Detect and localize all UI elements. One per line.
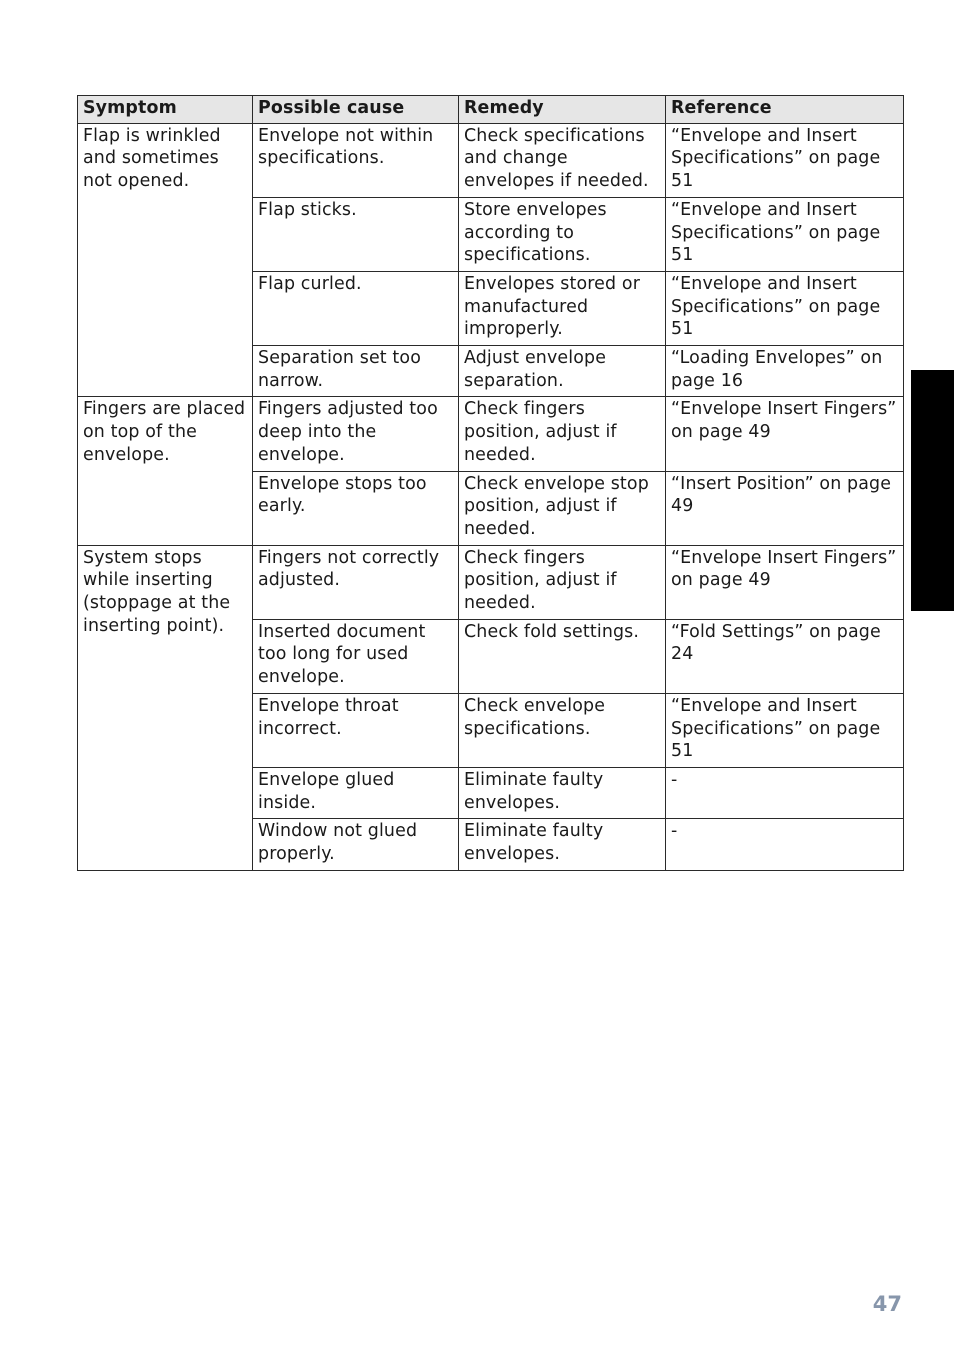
- reference-cell: “Envelope and Insert Specifications” on page 51: [666, 197, 904, 271]
- cause-cell: Separation set too narrow.: [253, 346, 459, 397]
- cause-cell: Fingers not correctly adjusted.: [253, 545, 459, 619]
- reference-cell: “Loading Envelopes” on page 16: [666, 346, 904, 397]
- section-tab-marker: [911, 370, 954, 611]
- table-row: [78, 123, 904, 197]
- cause-cell: Envelope throat incorrect.: [253, 693, 459, 767]
- cause-cell: Flap curled.: [253, 271, 459, 345]
- reference-cell: “Envelope and Insert Specifications” on page 51: [666, 693, 904, 767]
- header-possible-cause: Possible cause: [253, 96, 459, 124]
- cause-cell: Window not glued properly.: [253, 819, 459, 870]
- remedy-cell: Envelopes stored or manufactured improperly.: [459, 271, 666, 345]
- cause-cell: Envelope not within specifications.: [253, 123, 459, 197]
- header-remedy: Remedy: [459, 96, 666, 124]
- cause-cell: Flap sticks.: [253, 197, 459, 271]
- header-symptom: Symptom: [78, 96, 253, 124]
- reference-cell: “Insert Position” on page 49: [666, 471, 904, 545]
- symptom-cell: Flap is wrinkled and sometimes not opened.: [78, 123, 253, 397]
- remedy-cell: Check fold settings.: [459, 619, 666, 693]
- symptom-cell: System stops while inserting (stoppage at the inserting point).: [78, 545, 253, 870]
- remedy-cell: Check fingers position, adjust if needed.: [459, 397, 666, 471]
- remedy-cell: Check fingers position, adjust if needed.: [459, 545, 666, 619]
- cause-cell: Envelope stops too early.: [253, 471, 459, 545]
- reference-cell: -: [666, 767, 904, 818]
- troubleshooting-table: [77, 95, 904, 871]
- table-header-row: [78, 96, 904, 124]
- remedy-cell: Check envelope stop position, adjust if needed.: [459, 471, 666, 545]
- reference-cell: “Envelope and Insert Specifications” on page 51: [666, 123, 904, 197]
- remedy-cell: Eliminate faulty envelopes.: [459, 767, 666, 818]
- reference-cell: “Envelope Insert Fingers” on page 49: [666, 397, 904, 471]
- remedy-cell: Check envelope specifications.: [459, 693, 666, 767]
- cause-cell: Inserted document too long for used envelope.: [253, 619, 459, 693]
- cause-cell: Envelope glued inside.: [253, 767, 459, 818]
- table-row: [78, 397, 904, 471]
- reference-cell: “Fold Settings” on page 24: [666, 619, 904, 693]
- reference-cell: “Envelope Insert Fingers” on page 49: [666, 545, 904, 619]
- remedy-cell: Store envelopes according to specifications.: [459, 197, 666, 271]
- symptom-cell: Fingers are placed on top of the envelope.: [78, 397, 253, 545]
- cause-cell: Fingers adjusted too deep into the envelope.: [253, 397, 459, 471]
- reference-cell: “Envelope and Insert Specifications” on page 51: [666, 271, 904, 345]
- table-row: [78, 545, 904, 619]
- reference-cell: -: [666, 819, 904, 870]
- remedy-cell: Check specifications and change envelopes if needed.: [459, 123, 666, 197]
- remedy-cell: Eliminate faulty envelopes.: [459, 819, 666, 870]
- header-reference: Reference: [666, 96, 904, 124]
- page-number: 47: [872, 1292, 902, 1316]
- remedy-cell: Adjust envelope separation.: [459, 346, 666, 397]
